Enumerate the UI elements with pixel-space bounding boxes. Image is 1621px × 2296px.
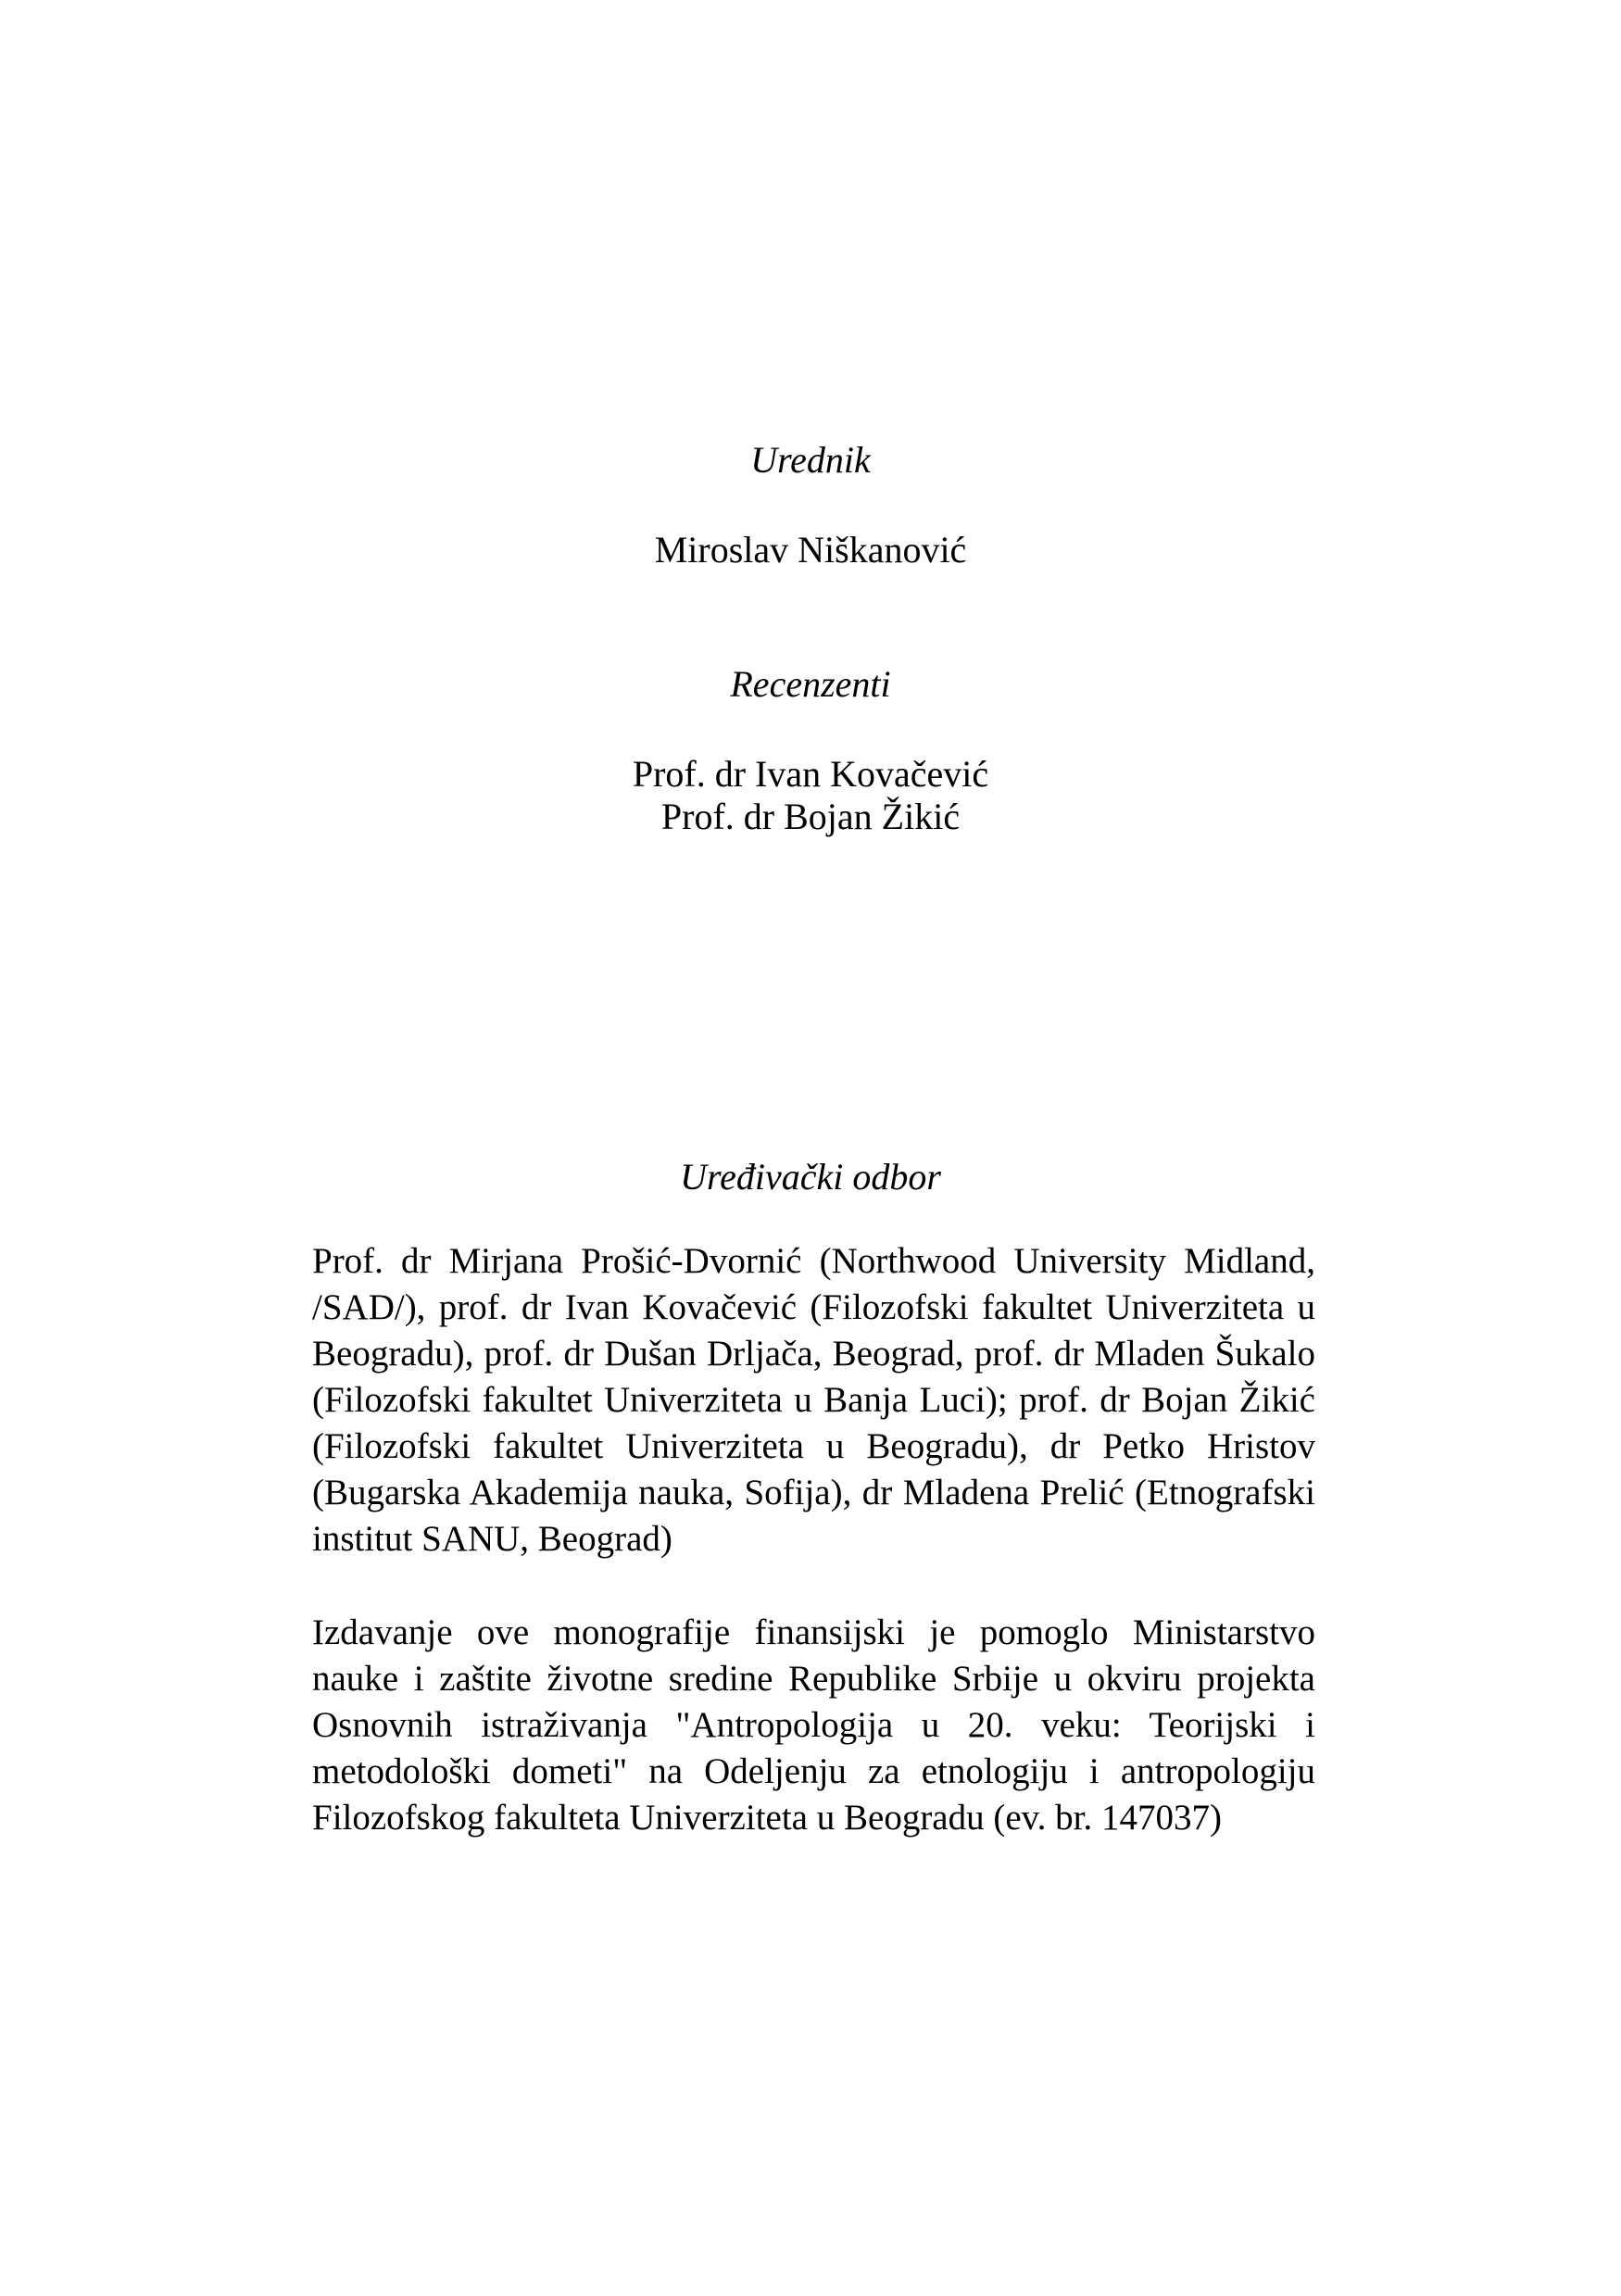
reviewers-list xyxy=(0,753,1621,838)
reviewers-heading: Recenzenti xyxy=(730,663,891,705)
board-members-paragraph: Prof. dr Mirjana Prošić-Dvornić (Northwood University Midland, /SAD/), prof. dr Ivan Kovačević (Filozofski fakultet Univerziteta u Beogradu), prof. dr Dušan Drljača, Beograd, prof. dr Mladen Šukalo (Filozofski fakultet Univerziteta u Banja Luci); prof. dr Bojan Žikić (Filozofski fakultet Univerziteta u Beogradu), dr Petko Hristov (Bugarska Akademija nauka, Sofija), dr Mladena Prelić (Etnografski institut SANU, Beograd) xyxy=(312,1241,1315,1559)
funding-paragraph: Izdavanje ove monografije finansijski je pomoglo Ministarstvo nauke i zaštite životne sredine Republike Srbije u okviru projekta Osnovnih istraživanja "Antropologija u 20. veku: Teorijski i metodološki dometi" na Odeljenju za etnologiju i antropologiju Filozofskog fakulteta Univerziteta u Beogradu (ev. br. 147037) xyxy=(312,1612,1315,1838)
editor-name: Miroslav Niškanović xyxy=(654,529,967,571)
board-heading: Uređivački odbor xyxy=(680,1156,941,1198)
editor-heading: Urednik xyxy=(750,439,871,481)
reviewer-name: Prof. dr Ivan Kovačević xyxy=(632,753,989,795)
reviewer-name: Prof. dr Bojan Žikić xyxy=(660,796,961,837)
